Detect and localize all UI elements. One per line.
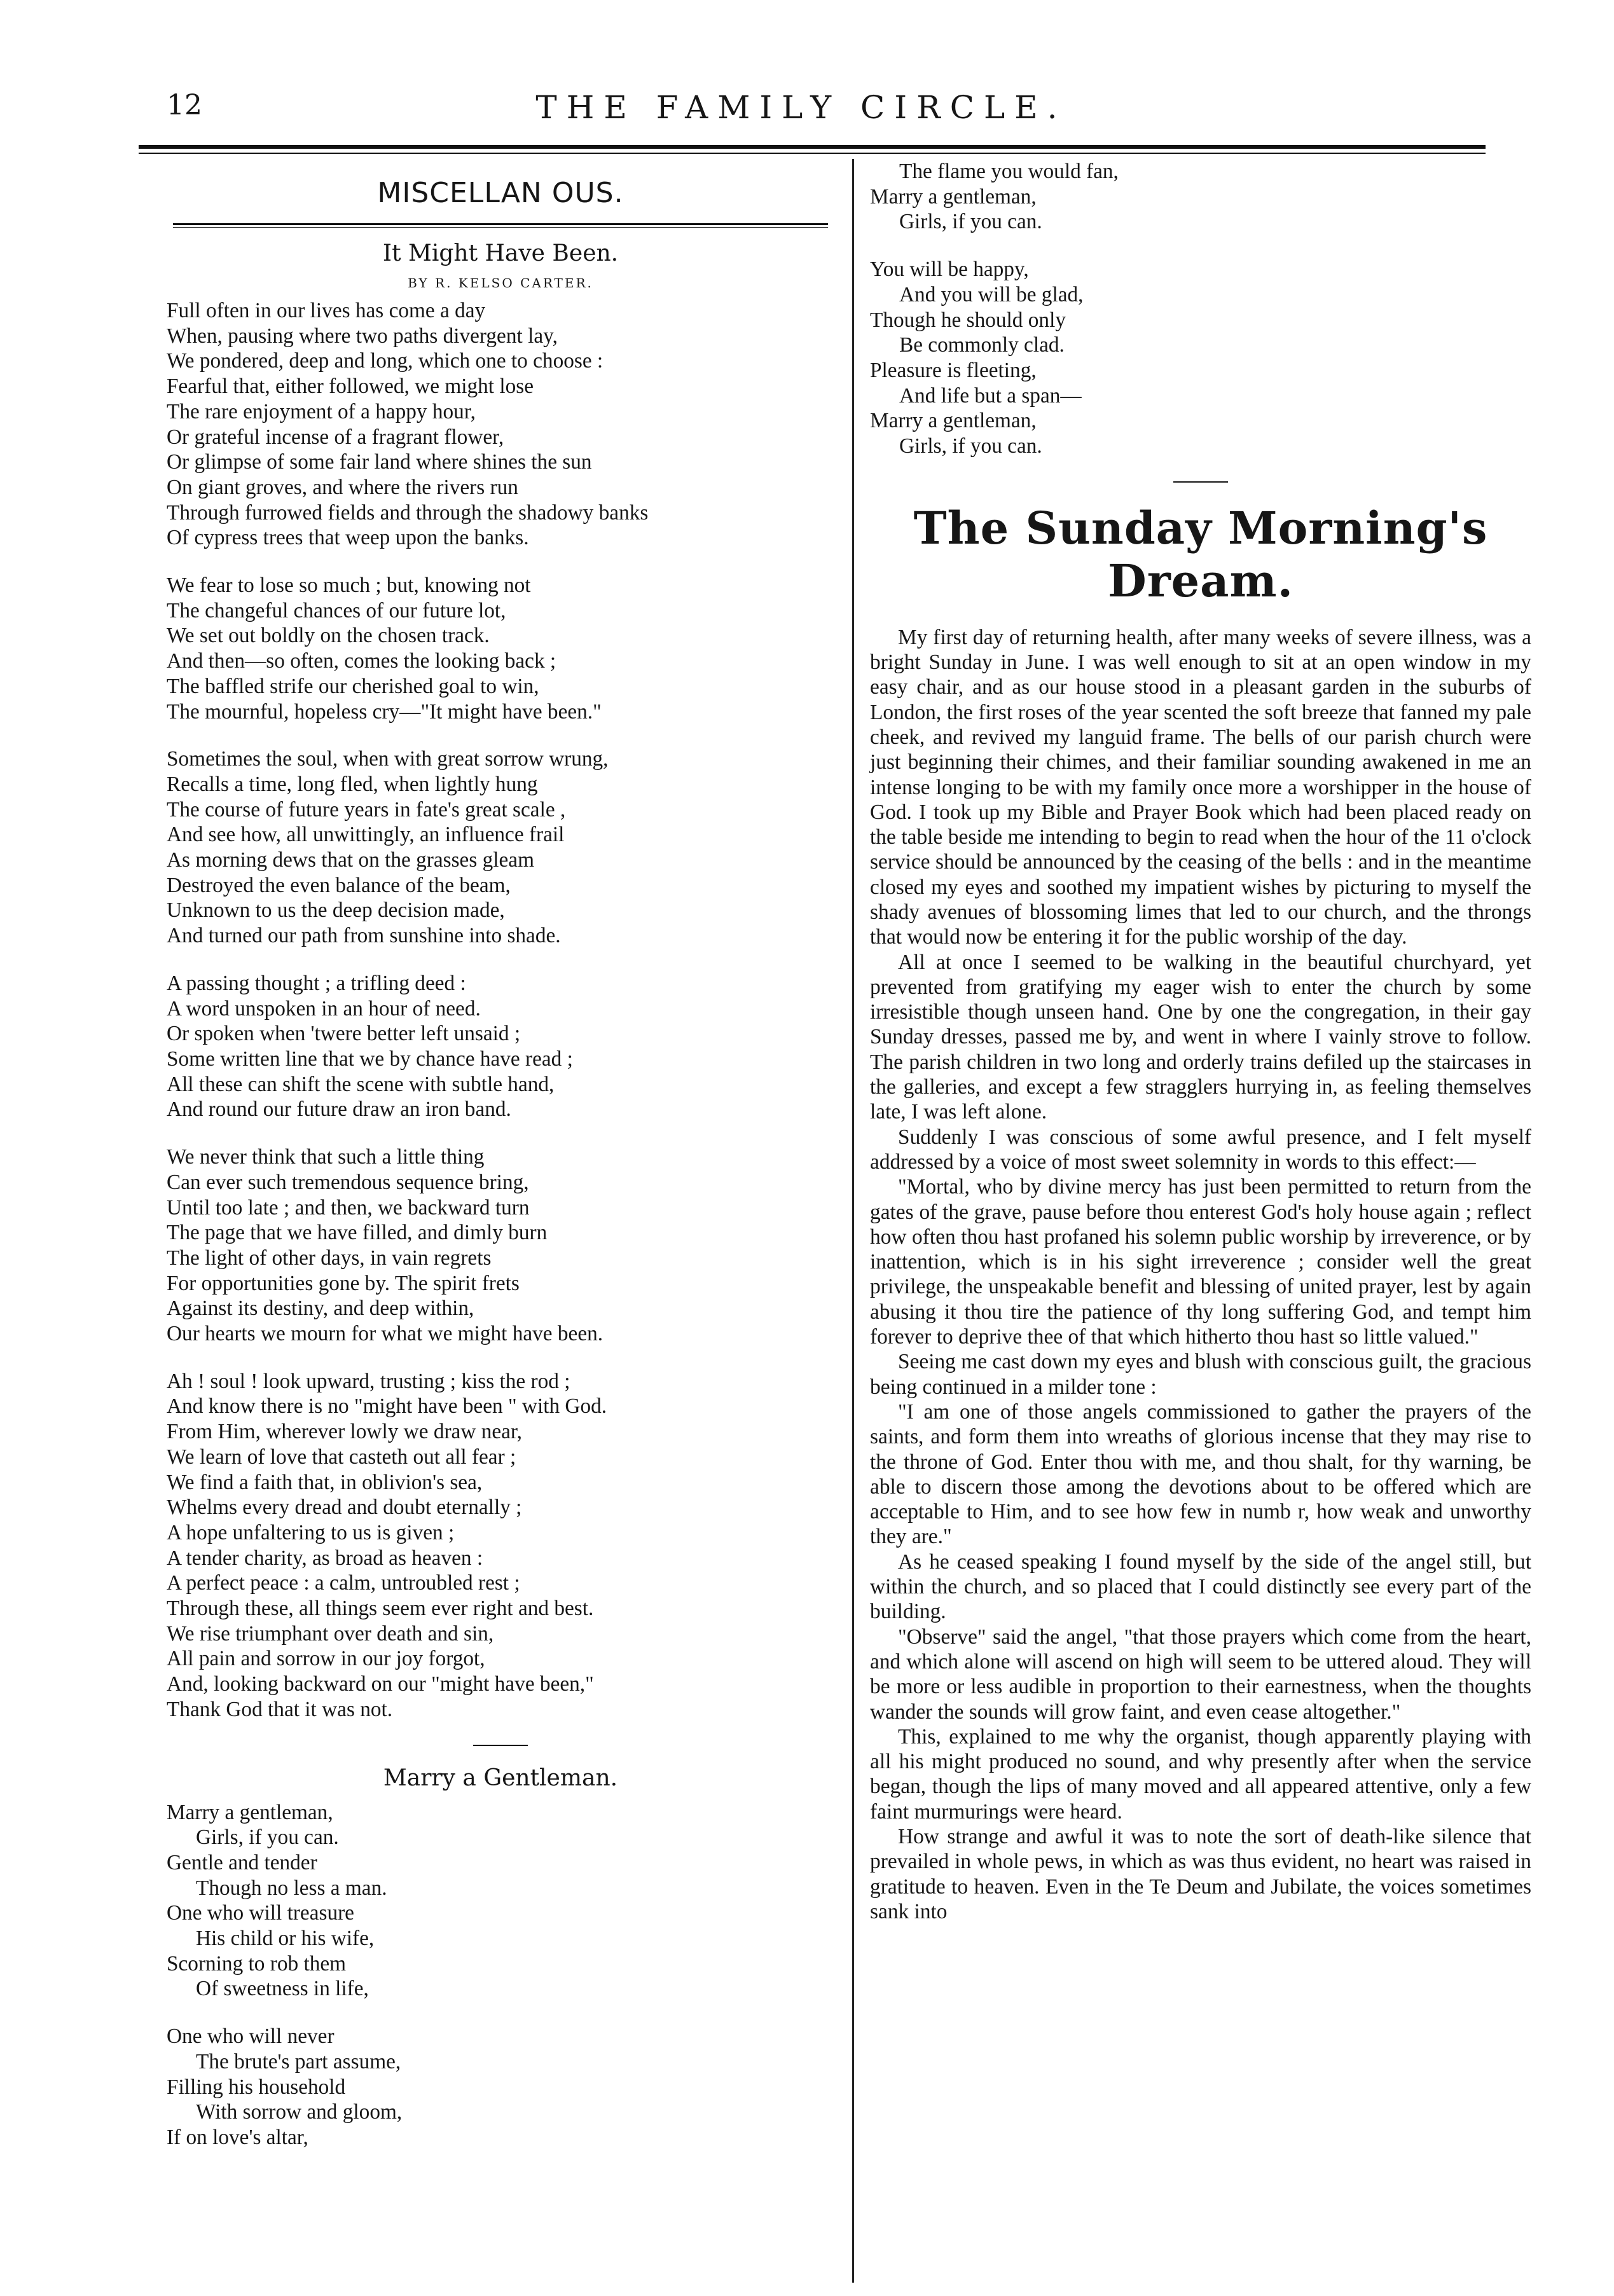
poem-line: And then—so often, comes the looking back ;: [167, 649, 556, 673]
poem-line: On giant groves, and where the rivers run: [167, 475, 518, 499]
stanza: [167, 298, 834, 551]
stanza: [167, 573, 834, 724]
page-number: 12: [167, 89, 202, 121]
poem-line: The brute's part assume,: [196, 2049, 401, 2073]
running-title: THE FAMILY CIRCLE.: [535, 89, 1067, 126]
poem-line: Though he should only: [870, 308, 1066, 332]
poem-line: For opportunities gone by. The spirit frets: [167, 1271, 520, 1295]
poem-line: Sometimes the soul, when with great sorrow wrung,: [167, 747, 609, 771]
story-title: The Sunday Morning's Dream.: [913, 501, 1488, 607]
poem-line: As morning dews that on the grasses gleam: [167, 848, 534, 872]
poem-line: The flame you would fan,: [899, 160, 1119, 183]
header-rule-thin: [139, 153, 1486, 154]
poem-line: The course of future years in fate's great scale ,: [167, 797, 566, 821]
stanza: [870, 159, 1531, 235]
poem-line: Filling his household: [167, 2075, 346, 2099]
story-paragraph: Seeing me cast down my eyes and blush with conscious guilt, the gracious being continued in a milder tone :: [870, 1350, 1531, 1399]
poem-line: We learn of love that casteth out all fear ;: [167, 1445, 516, 1469]
poem-line: The rare enjoyment of a happy hour,: [167, 399, 476, 423]
poem-line: Marry a gentleman,: [167, 1800, 333, 1824]
poem-line: We fear to lose so much ; but, knowing not: [167, 574, 531, 598]
poem-line: His child or his wife,: [196, 1927, 375, 1951]
poem-line: Girls, if you can.: [899, 210, 1042, 234]
story-paragraph: As he ceased speaking I found myself by the side of the angel still, but within the church, and so placed that I could distinctly see every part of the building.: [870, 1550, 1531, 1624]
poem-line: A perfect peace : a calm, untroubled rest ;: [167, 1571, 520, 1595]
poem-line: With sorrow and gloom,: [196, 2100, 403, 2124]
poem-line: All these can shift the scene with subtle hand,: [167, 1072, 555, 1096]
poem-line: Gentle and tender: [167, 1850, 317, 1874]
poem-line: Against its destiny, and deep within,: [167, 1296, 474, 1321]
poem-line: Some written line that we by chance have read ;: [167, 1047, 573, 1071]
poem-line: Through these, all things seem ever right and best.: [167, 1597, 594, 1621]
poem-line: We pondered, deep and long, which one to choose :: [167, 349, 604, 373]
poem-line: Though no less a man.: [196, 1876, 387, 1900]
poem-line: One who will never: [167, 2024, 335, 2049]
poem-line: Marry a gentleman,: [870, 184, 1037, 209]
poem-line: A word unspoken in an hour of need.: [167, 996, 481, 1021]
poem-title: It Might Have Been.: [382, 240, 619, 266]
separator-rule: [1173, 481, 1228, 483]
poem-line: Thank God that it was not.: [167, 1697, 393, 1721]
story-paragraph: "Mortal, who by divine mercy has just been permitted to return from the gates of the grave, pause before thou enterest God's holy house again ; reflect how often thou hast profaned his solemn public worship by irreverence, or by inattention, which is in his sight irreverence ; consider well the great privilege, the unspeakable benefit and blessing of united prayer, lest by again abusing it thou tire the patience of thy long suffering God, and tempt him forever to deprive thee of that which hitherto thou hast so little valued.": [870, 1175, 1531, 1349]
poem-line: When, pausing where two paths divergent lay,: [167, 324, 558, 348]
poem-line: Or glimpse of some fair land where shines the sun: [167, 450, 592, 474]
poem-line: Be commonly clad.: [899, 333, 1065, 357]
left-column: [167, 159, 834, 2173]
poem-line: A tender charity, as broad as heaven :: [167, 1546, 483, 1570]
poem-line: One who will treasure: [167, 1901, 354, 1925]
poem-line: The light of other days, in vain regrets: [167, 1246, 492, 1270]
poem-byline: BY R. KELSO CARTER.: [408, 275, 593, 291]
separator-rule: [473, 1745, 528, 1746]
stanza: [167, 2024, 834, 2150]
story-paragraph: How strange and awful it was to note the sort of death-like silence that prevailed in whole pews, in which as was thus evident, no heart was raised in gratitude to heaven. Even in the Te Deum and Jubilate, the voices sometimes sank into: [870, 1824, 1531, 1923]
poem-line: And life but a span—: [899, 383, 1082, 408]
story-paragraph: Suddenly I was conscious of some awful presence, and I felt myself addressed by a voice of most sweet solemnity in words to this effect:—: [870, 1125, 1531, 1174]
poem-line: And see how, all unwittingly, an influence frail: [167, 823, 565, 847]
poem-line: The baffled strife our cherished goal to win,: [167, 674, 539, 698]
poem-line: Through furrowed fields and through the shadowy banks: [167, 500, 649, 525]
section-title: MISCELLAN OUS.: [377, 177, 624, 209]
story-paragraph: "I am one of those angels commissioned to gather the prayers of the saints, and form them into wreaths of glorious incense that they may rise to the throne of God. Enter thou with me, and thou shalt, for thy warning, be able to discern those among the devotions about to be offered which are acceptable to Him, and to see how few in numb r, how weak and unworthy they are.": [870, 1399, 1531, 1549]
poem-line: We set out boldly on the chosen track.: [167, 624, 490, 648]
poem-line: Fearful that, either followed, we might lose: [167, 375, 534, 399]
poem-line: Of cypress trees that weep upon the banks.: [167, 526, 529, 550]
poem-line: We never think that such a little thing: [167, 1145, 485, 1169]
poem-line: All pain and sorrow in our joy forgot,: [167, 1647, 485, 1671]
poem-line: The changeful chances of our future lot,: [167, 598, 506, 622]
story-paragraph: My first day of returning health, after many weeks of severe illness, was a bright Sunday in June. I was well enough to sit at an open window in my easy chair, and as our house stood in a pleasant garden in the suburbs of London, the first roses of the year scented the soft breeze that fanned my pale cheek, and revived my languid frame. The bells of our parish church were just beginning their chimes, and their familiar sounding awakened in me an intense longing to be with my family once more a worshipper in the house of God. I took up my Bible and Prayer Book which had been placed ready on the table beside me intending to begin to read when the hour of the 11 o'clock service should be announced by the ceasing of the bells : and in the meantime closed my eyes and soothed my impatient wishes by picturing to myself the shady avenues of blossoming limes that led to our church, and the throngs that would now be entering it for the public worship of the day.: [870, 625, 1531, 949]
poem-line: And, looking backward on our "might have been,": [167, 1672, 594, 1696]
story-paragraph: "Observe" said the angel, "that those prayers which come from the heart, and which alone will ascend on high will seem to be uttered aloud. They will be more or less audible in proportion to their earnestness, when the thoughts wander the sounds will grow faint, and even cease altogether.": [870, 1625, 1531, 1724]
poem-line: If on love's altar,: [167, 2126, 308, 2149]
poem-line: Until too late ; and then, we backward turn: [167, 1195, 530, 1220]
stanza: [167, 1369, 834, 1722]
poem-line: From Him, wherever lowly we draw near,: [167, 1420, 522, 1444]
stanza: [870, 257, 1531, 459]
poem-line: Our hearts we mourn for what we might have been.: [167, 1322, 604, 1346]
poem-line: We find a faith that, in oblivion's sea,: [167, 1470, 483, 1494]
poem-line: Ah ! soul ! look upward, trusting ; kiss the rod ;: [167, 1369, 570, 1393]
poem-line: We rise triumphant over death and sin,: [167, 1621, 494, 1646]
column-divider: [852, 159, 854, 2283]
poem-line: Or spoken when 'twere better left unsaid ;: [167, 1022, 521, 1046]
poem-marry-a-gentleman: [167, 1800, 834, 2150]
poem-line: Girls, if you can.: [899, 434, 1042, 458]
poem-line: Of sweetness in life,: [196, 1977, 369, 2001]
poem-line: And know there is no "might have been " with God.: [167, 1394, 607, 1419]
header-rule: [139, 145, 1486, 149]
poem-line: And turned our path from sunshine into shade.: [167, 924, 561, 948]
section-rule: [173, 223, 828, 228]
poem-line: And round our future draw an iron band.: [167, 1097, 511, 1122]
poem-line: Pleasure is fleeting,: [870, 358, 1037, 382]
poem-line: And you will be glad,: [899, 282, 1084, 306]
stanza: [167, 1800, 834, 2002]
poem-line: Whelms every dread and doubt eternally ;: [167, 1495, 522, 1520]
poem-continued: [870, 159, 1531, 459]
stanza: [167, 1145, 834, 1347]
poem-line: A hope unfaltering to us is given ;: [167, 1520, 455, 1544]
story-paragraph: This, explained to me why the organist, though apparently playing with all his might produced no sound, and why presently after when the service began, though the lips of many moved and all appeared attentive, only a few faint murmurings were heard.: [870, 1724, 1531, 1824]
poem-it-might-have-been: [167, 298, 834, 1722]
poem-line: Unknown to us the deep decision made,: [167, 898, 505, 923]
poem-line: Or grateful incense of a fragrant flower,: [167, 425, 504, 449]
poem-line: The page that we have filled, and dimly burn: [167, 1221, 548, 1245]
poem-line: Full often in our lives has come a day: [167, 299, 486, 322]
poem-line: Destroyed the even balance of the beam,: [167, 873, 511, 897]
right-column: [870, 159, 1531, 1924]
poem-line: Can ever such tremendous sequence bring,: [167, 1170, 529, 1194]
poem-title-marry: Marry a Gentleman.: [383, 1764, 618, 1791]
poem-line: Scorning to rob them: [167, 1951, 347, 1976]
poem-line: You will be happy,: [870, 258, 1029, 282]
poem-line: Marry a gentleman,: [870, 409, 1037, 433]
poem-line: The mournful, hopeless cry—"It might have been.": [167, 699, 602, 724]
story-body: [870, 625, 1531, 1924]
stanza: [167, 971, 834, 1122]
poem-line: A passing thought ; a trifling deed :: [167, 971, 466, 995]
story-paragraph: All at once I seemed to be walking in the beautiful churchyard, yet prevented from gratifying my eager wish to enter the church by some irresistible though unseen hand. One by one the congregation, in their gay Sunday dresses, passed me by, and went in where I vainly strove to follow. The parish children in two long and orderly trains defiled up the staircases in the galleries, and except a few stragglers hurrying in, as feeling themselves late, I was left alone.: [870, 950, 1531, 1124]
poem-line: Girls, if you can.: [196, 1825, 339, 1850]
stanza: [167, 746, 834, 949]
poem-line: Recalls a time, long fled, when lightly hung: [167, 772, 538, 796]
